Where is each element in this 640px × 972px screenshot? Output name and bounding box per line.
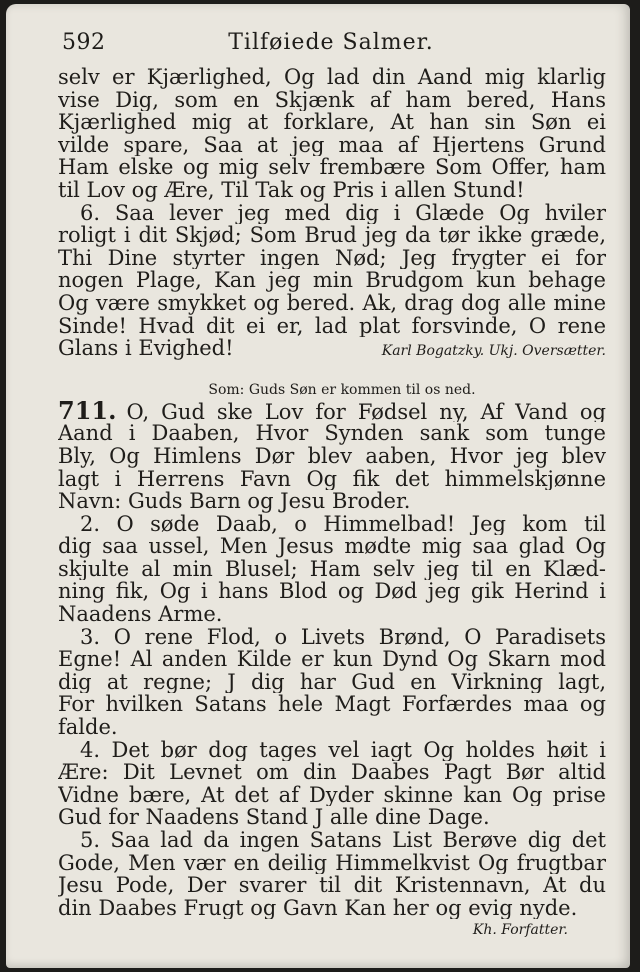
text-line: 2. O søde Daab, o Himmelbad! Jeg kom til — [80, 512, 606, 536]
page-body — [58, 66, 606, 941]
verse-1-first-line: O, Gud ske Lov for Fødsel ny, Af Vand og — [126, 399, 606, 423]
text-line: dig saa ussel, Men Jesus mødte mig saa glad Og — [58, 535, 606, 558]
text-line: Ære: Dit Levnet om din Daabes Pagt Bør altid — [58, 761, 606, 784]
text-line: For hvilken Satans hele Magt Forfærdes maa og — [58, 693, 606, 717]
text-line: nogen Plage, Kan jeg min Brudgom kun behage — [58, 269, 606, 292]
text-line: din Daabes Frugt og Gavn Kan her og evig nyde. — [58, 896, 578, 920]
book-page — [6, 4, 630, 968]
running-title: Tilføiede Salmer. — [228, 30, 434, 55]
text-line: lagt i Herrens Favn Og fik det himmelskjønne — [58, 467, 606, 491]
page-number: 592 — [62, 30, 106, 55]
text-line: Gode, Men vær en deilig Himmelkvist Og frugtbar — [58, 851, 606, 875]
text-line: selv er Kjærlighed, Og lad din Aand mig klarlig — [58, 66, 606, 89]
text-line: skjulte al min Blusel; Ham selv jeg til en Klæd- — [58, 557, 606, 581]
text-line: vilde spare, Saa at jeg maa af Hjertens Grund — [58, 133, 606, 157]
hymn-711 — [58, 400, 606, 942]
text-line: Sinde! Hvad dit ei er, lad plat forsvinde, O rene — [58, 314, 606, 338]
text-line: 5. Saa lad da ingen Satans List Berøve dig det — [80, 829, 606, 852]
text-line: dig at regne; J dig har Gud en Virkning lagt, — [58, 670, 606, 694]
hymn-attribution: Kh. Forfatter. — [472, 922, 568, 939]
text-line — [58, 400, 606, 423]
hymn-number: 711. — [58, 399, 117, 423]
text-line: Glans i Evighed! — [58, 336, 234, 361]
melody-note: Som: Guds Søn er kommen til os ned. — [208, 381, 476, 398]
text-line: 4. Det bør dog tages vel iagt Og holdes høit i — [80, 738, 606, 762]
text-line: falde. — [58, 716, 118, 739]
text-line: Jesu Pode, Der svarer til dit Kristennavn, At du — [58, 874, 606, 897]
text-line: Aand i Daaben, Hvor Synden sank som tunge — [58, 422, 606, 445]
text-line: Bly, Og Himlens Dør blev aaben, Hvor jeg blev — [58, 444, 606, 468]
continued-hymn-text — [58, 66, 606, 202]
text-line: Kjærlighed mig at forklare, At han sin Søn ei — [58, 111, 606, 134]
text-line: Naadens Arme. — [58, 603, 223, 626]
text-line: 3. O rene Flod, o Livets Brønd, O Paradisets — [80, 625, 606, 649]
text-line: til Lov og Ære, Til Tak og Pris i allen Stund! — [58, 178, 525, 202]
text-line: Gud for Naadens Stand J alle dine Dage. — [58, 806, 490, 829]
text-line: vise Dig, som en Skjænk af ham bered, Hans — [58, 88, 606, 112]
hymn-attribution: Karl Bogatzky. Ukj. Oversætter. — [381, 343, 606, 360]
text-line: 6. Saa lever jeg med dig i Glæde Og hviler — [80, 201, 606, 225]
text-line: Ham elske og mig selv frembære Som Offer, ham — [58, 156, 606, 179]
text-line: Thi Dine styrter ingen Nød; Jeg frygter ei for — [58, 246, 606, 270]
verse-6 — [58, 202, 606, 360]
text-line: Navn: Guds Barn og Jesu Broder. — [58, 490, 411, 513]
verse-6-closing-row — [58, 337, 606, 360]
page-header — [54, 30, 608, 64]
text-line: roligt i dit Skjød; Som Brud jeg da tør ikke græde, — [58, 224, 606, 247]
text-line: ning fik, Og i hans Blod og Død jeg gik Herind i — [58, 580, 606, 604]
text-line: Vidne bære, At det af Dyder skinne kan Og prise — [58, 783, 606, 807]
text-line: Egne! Al anden Kilde er kun Dynd Og Skarn mod — [58, 648, 606, 671]
text-line: Og være smykket og bered. Ak, drag dog alle mine — [58, 291, 606, 315]
